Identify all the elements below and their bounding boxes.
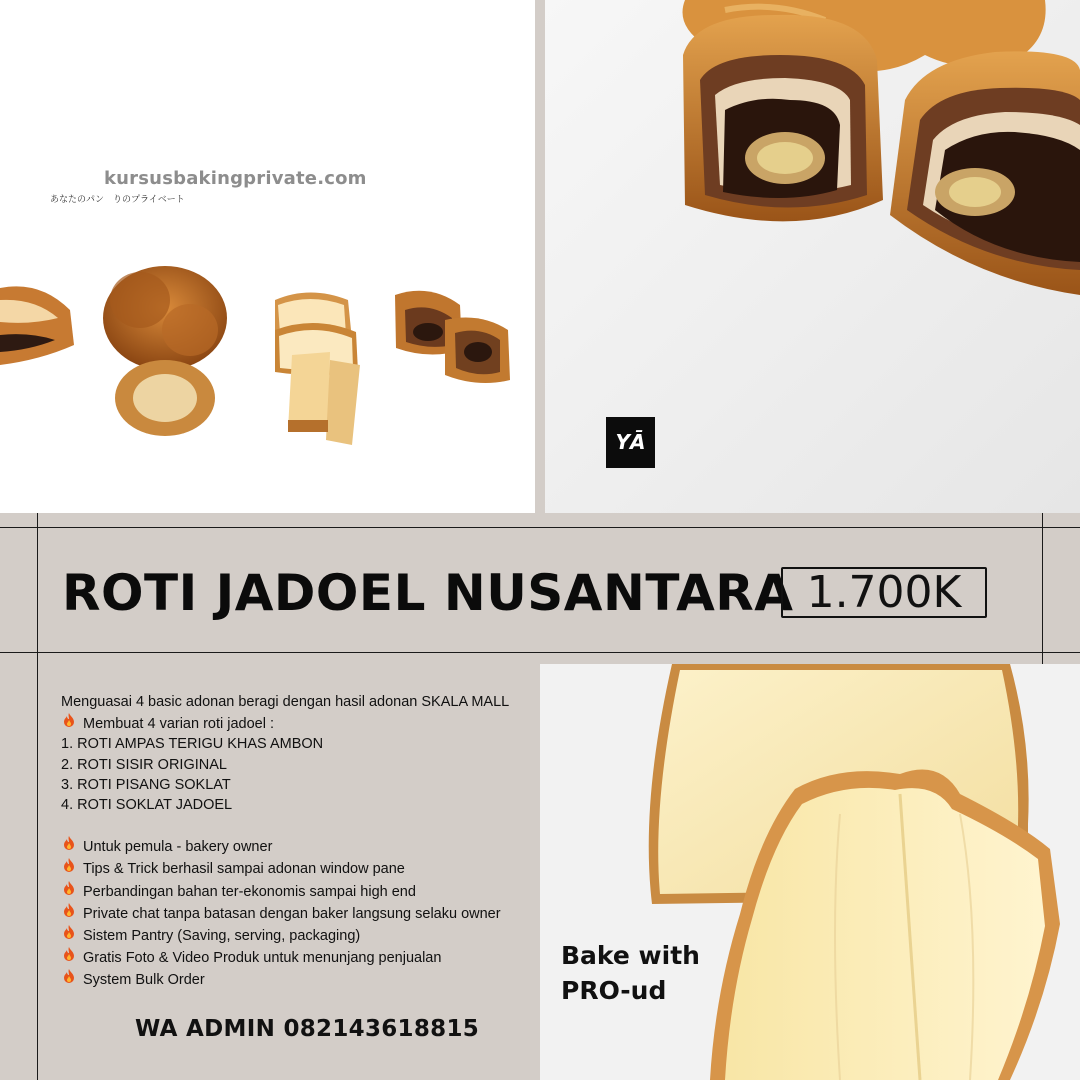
varieties-lead-label: Membuat 4 varian roti jadoel : [83,716,275,733]
variety-item: 3. ROTI PISANG SOKLAT [61,776,231,793]
tagline [561,938,700,1008]
variety-item: 2. ROTI SISIR ORIGINAL [61,756,227,773]
benefit-item [61,946,521,968]
benefit-label: Untuk pemula - bakery owner [83,839,273,856]
roti-sisir-bread [275,293,360,446]
course-description [61,692,521,991]
product-collage-image [0,0,535,513]
whatsapp-contact: WA ADMIN 082143618815 [135,1016,480,1042]
benefit-item [61,835,521,857]
tagline-line2: PRO-ud [561,976,667,1005]
benefit-item [61,968,521,990]
choco-roll-left [0,286,74,365]
ampas-terigu-bread [103,266,227,436]
benefit-item [61,924,521,946]
fire-icon [61,857,77,879]
page-title: ROTI JADOEL NUSANTARA [62,564,794,622]
fire-icon [61,902,77,924]
benefit-item [61,880,521,902]
fire-icon [61,712,77,734]
fire-icon [61,880,77,902]
roti-sisir-closeup-image [540,664,1080,1080]
benefit-label: Perbandingan bahan ter-ekonomis sampai high end [83,883,416,900]
benefit-label: Sistem Pantry (Saving, serving, packaging) [83,928,361,945]
price-tag: 1.700K [781,567,987,618]
varieties-lead [61,712,521,734]
fire-icon [61,968,77,990]
benefit-label: Tips & Trick berhasil sampai adonan window pane [83,861,405,878]
site-url: kursusbakingprivate.com [104,168,367,189]
variety-item: 4. ROTI SOKLAT JADOEL [61,797,233,814]
benefit-item [61,857,521,879]
title-bottom-line [0,652,1080,653]
benefit-label: Gratis Foto & Video Produk untuk menunjang penjualan [83,950,442,967]
intro-text: Menguasai 4 basic adonan beragi dengan hasil adonan SKALA MALL [61,694,510,710]
pisang-soklat-bread [395,291,510,383]
choco-roll-cut-left [683,15,883,222]
benefit-label: Private chat tanpa batasan dengan baker langsung selaku owner [83,905,501,922]
variety-item: 1. ROTI AMPAS TERIGU KHAS AMBON [61,736,324,753]
title-top-line [0,527,1080,528]
site-subtitle: あなたのパン りのプライベート [50,195,185,205]
spacer [61,815,521,835]
benefit-item [61,902,521,924]
benefits-list [61,835,521,990]
benefit-label: System Bulk Order [83,972,205,989]
bread-collage-illustration [0,0,535,513]
fire-icon [61,924,77,946]
fire-icon [61,946,77,968]
roti-sisir-illustration [540,664,1080,1080]
fire-icon [61,835,77,857]
ya-logo-badge: YĀ [606,417,655,468]
tagline-line1: Bake with [561,941,700,970]
